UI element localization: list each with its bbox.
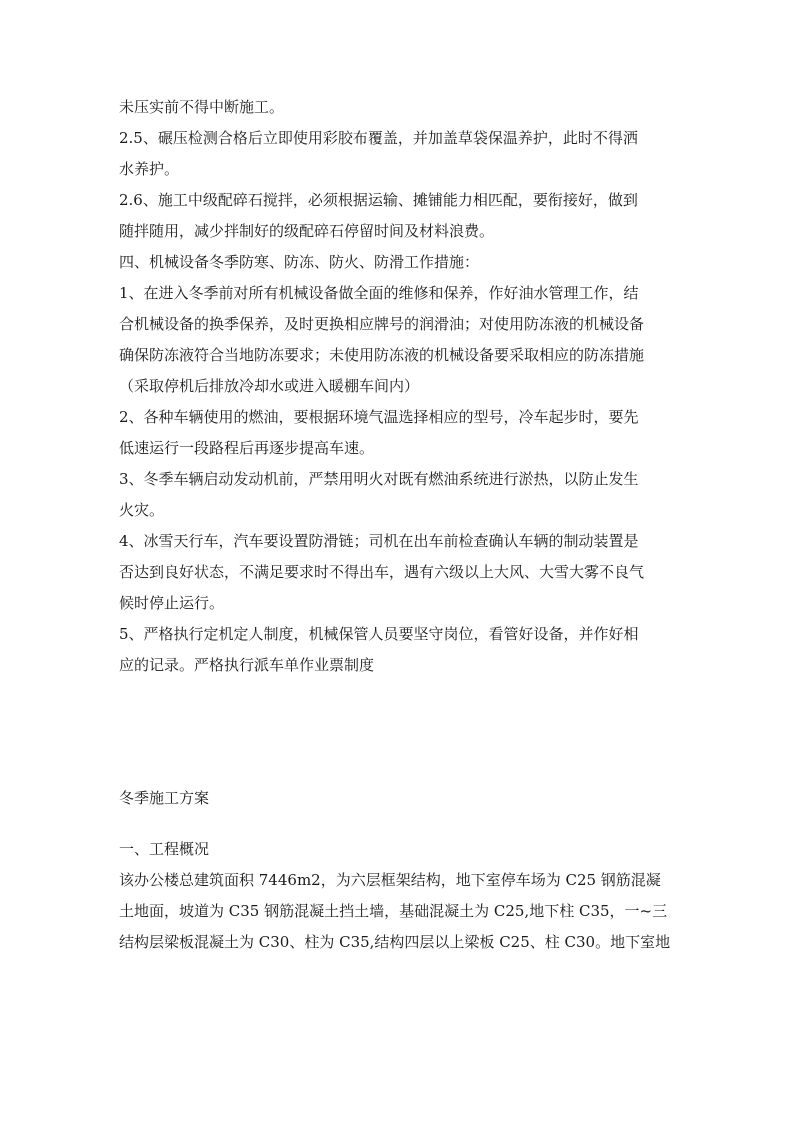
text-line: 低速运行一段路程后再逐步提高车速。 [119, 439, 375, 457]
text-line: 火灾。 [119, 501, 165, 519]
text-line: 4、冰雪天行车，汽车要设置防滑链；司机在出车前检查确认车辆的制动装置是 [119, 532, 639, 550]
text-line: 2、各种车辆使用的燃油，要根据环境气温选择相应的型号，冷车起步时，要先 [119, 408, 639, 426]
text-line: 结构层梁板混凝土为 C30、柱为 C35,结构四层以上梁板 C25、柱 C30。地下室地 [119, 933, 671, 951]
section-heading-overview: 一、工程概况 [119, 840, 210, 858]
text-line: 应的记录。严格执行派车单作业票制度 [119, 656, 375, 674]
text-line: 2.6、施工中级配碎石搅拌，必须根据运输、摊铺能力相匹配，要衔接好，做到 [119, 191, 638, 209]
text-line: 土地面，坡道为 C35 钢筋混凝土挡土墙，基础混凝土为 C25,地下柱 C35，一~三 [119, 902, 668, 920]
text-line: 合机械设备的换季保养，及时更换相应牌号的润滑油；对使用防冻液的机械设备 [119, 315, 645, 333]
text-line: 未压实前不得中断施工。 [119, 98, 285, 116]
text-line: 该办公楼总建筑面积 7446m2，为六层框架结构，地下室停车场为 C25 钢筋混凝 [119, 871, 661, 889]
text-line: 2.5、碾压检测合格后立即使用彩胶布覆盖，并加盖草袋保温养护，此时不得洒 [119, 129, 638, 147]
document-page [119, 96, 679, 962]
text-line: 候时停止运行。 [119, 594, 225, 612]
spacer [119, 685, 679, 787]
text-line: 3、冬季车辆启动发动机前，严禁用明火对既有燃油系统进行淤热，以防止发生 [119, 470, 639, 488]
section-winter-construction-plan [119, 787, 679, 962]
text-line: 水养护。 [119, 160, 180, 178]
text-line: 随拌随用，减少拌制好的级配碎石停留时间及材料浪费。 [119, 222, 495, 240]
text-line: 1、在进入冬季前对所有机械设备做全面的维修和保养，作好油水管理工作，结 [119, 284, 639, 302]
text-line: 否达到良好状态，不满足要求时不得出车，遇有六级以上大风、大雪大雾不良气 [119, 563, 645, 581]
section-heading-machinery: 四、机械设备冬季防寒、防冻、防火、防滑工作措施： [119, 253, 480, 271]
document-title: 冬季施工方案 [119, 789, 210, 807]
section-winter-measures [119, 96, 679, 685]
text-line: 5、严格执行定机定人制度，机械保管人员要坚守岗位，看管好设备，并作好相 [119, 625, 639, 643]
text-line: 确保防冻液符合当地防冻要求；未使用防冻液的机械设备要采取相应的防冻措施 [119, 346, 645, 364]
text-line: （采取停机后排放冷却水或进入暖棚车间内） [119, 377, 420, 395]
spacer [119, 818, 679, 838]
